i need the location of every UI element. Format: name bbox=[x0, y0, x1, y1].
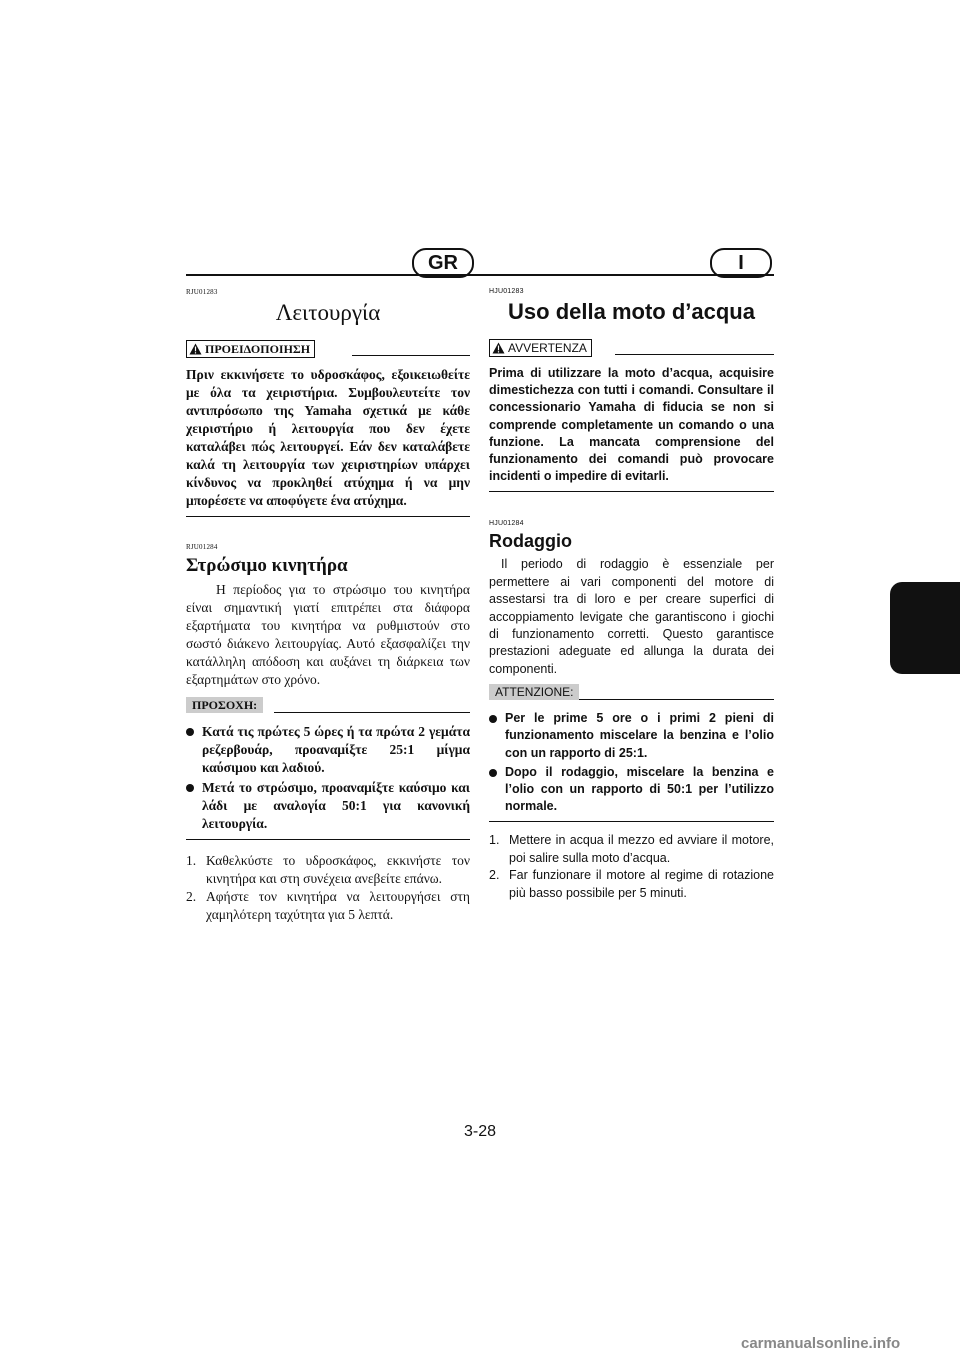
warning-label: AVVERTENZA bbox=[508, 341, 587, 355]
list-item: Μετά το στρώσιμο, προαναμίξτε καύσιμο και λάδι με αναλογία 50:1 για κανονική λειτουργία. bbox=[186, 779, 470, 833]
warning-rule bbox=[615, 354, 774, 355]
caution-list bbox=[489, 710, 774, 815]
list-item bbox=[186, 852, 470, 888]
step-number: 1. bbox=[489, 833, 500, 848]
chapter-side-tab bbox=[890, 582, 960, 674]
step-text: Mettere in acqua il mezzo ed avviare il motore, poi salire sulla moto d’acqua. bbox=[509, 833, 774, 865]
warning-header bbox=[489, 339, 774, 357]
warning-text: Πριν εκκινήσετε το υδροσκάφος, εξοικειωθείτε με όλα τα χειριστήρια. Συμβουλευτείτε τον αντιπρόσωπο της Yamaha σχετικά με κάθε χειριστήριο ή λειτουργία που δεν έχετε καταλάβει πώς λειτουργεί. Εάν δεν καταλάβετε καλά τη λειτουργία των χειριστηρίων υπάρχει κίνδυνος να προκληθεί ατύχημα ή να μην μπορέσετε να αποφύγετε ένα ατύχημα. bbox=[186, 367, 470, 508]
section-code: RJU01283 bbox=[186, 288, 218, 296]
list-item bbox=[489, 832, 774, 867]
warning-rule bbox=[352, 355, 470, 356]
step-text: Καθελκύστε το υδροσκάφος, εκκινήστε τον κινητήρα και στη συνέχεια ανεβείτε επάνω. bbox=[206, 853, 470, 886]
step-list bbox=[186, 852, 470, 924]
page-number: 3-28 bbox=[463, 1123, 497, 1140]
caution-rule bbox=[579, 699, 774, 700]
list-item: Dopo il rodaggio, miscelare la benzina e l’olio con un rapporto di 50:1 per l’utilizzo normale. bbox=[489, 764, 774, 816]
warning-header bbox=[186, 340, 470, 358]
section-subtitle: Rodaggio bbox=[489, 531, 572, 552]
warning-label: ΠΡΟΕΙΔΟΠΟΙΗΣΗ bbox=[205, 342, 311, 356]
intro-paragraph: Η περίοδος για το στρώσιμο του κινητήρα είναι σημαντική γιατί επιτρέπει στα διάφορα εξαρτήματα του κινητήρα να ρυθμιστούν στο σωστό διάκενο λειτουργίας. Αυτό εξασφαλίζει την κατάλληλη απόδοση και αυξάνει τη διάρκεια των εξαρτημάτων στο χρόνο. bbox=[186, 582, 470, 687]
section-subtitle: Στρώσιμο κινητήρα bbox=[186, 555, 348, 576]
caution-badge bbox=[186, 697, 263, 713]
list-item bbox=[489, 867, 774, 902]
section-code: HJU01284 bbox=[489, 520, 524, 528]
warning-icon bbox=[189, 343, 202, 355]
warning-icon bbox=[492, 342, 505, 354]
watermark: carmanualsonline.info bbox=[741, 1335, 901, 1352]
caution-rule bbox=[274, 712, 470, 713]
caution-list bbox=[186, 723, 470, 833]
warning-text: Prima di utilizzare la moto d’acqua, acquisire dimestichezza con tutti i comandi. Consultare il concessionario Yamaha di fiducia se non si comprende completamente un comando o una funzione. La mancata comprensione del funzionamento dei comandi può provocare incidenti o impedire di evitarli. bbox=[489, 366, 774, 484]
warning-badge bbox=[186, 340, 315, 358]
warning-badge bbox=[489, 339, 592, 357]
list-item: Per le prime 5 ore o i primi 2 pieni di funzionamento miscelare la benzina e l’olio con un rapporto di 25:1. bbox=[489, 710, 774, 762]
caution-header bbox=[489, 684, 774, 702]
list-item: Κατά τις πρώτες 5 ώρες ή τα πρώτα 2 γεμάτα ρεζερβουάρ, προαναμίξτε 25:1 μίγμα καύσιμου και λαδιού. bbox=[186, 723, 470, 777]
language-tab-it: I bbox=[710, 248, 772, 278]
caution-label: ATTENZIONE: bbox=[495, 685, 574, 700]
greek-column bbox=[186, 288, 470, 924]
step-number: 2. bbox=[489, 868, 500, 883]
section-code: RJU01284 bbox=[186, 543, 218, 551]
caution-header bbox=[186, 697, 470, 715]
step-list bbox=[489, 832, 774, 902]
step-text: Αφήστε τον κινητήρα να λειτουργήσει στη χαμηλότερη ταχύτητα για 5 λεπτά. bbox=[206, 889, 470, 922]
step-text: Far funzionare il motore al regime di rotazione più basso possibile per 5 minuti. bbox=[509, 868, 774, 900]
step-number: 2. bbox=[186, 889, 197, 904]
caution-badge bbox=[489, 684, 579, 700]
list-item bbox=[186, 888, 470, 924]
section-title: Λειτουργία bbox=[275, 300, 381, 325]
section-title: Uso della moto d’acqua bbox=[508, 299, 755, 324]
language-tab-gr: GR bbox=[412, 248, 474, 278]
step-number: 1. bbox=[186, 853, 197, 868]
caution-label: ΠΡΟΣΟΧΗ: bbox=[192, 698, 258, 712]
italian-column bbox=[489, 288, 774, 902]
header-rule bbox=[186, 274, 774, 276]
section-code: HJU01283 bbox=[489, 288, 524, 295]
intro-paragraph: Il periodo di rodaggio è essenziale per permettere ai vari componenti del motore di assestarsi tra di loro e per creare superfici di accoppiamento levigate che garantiscono i giochi di funzionamento corretti. Questo garantisce prestazioni adeguate ed allunga la durata dei componenti. bbox=[489, 557, 774, 676]
